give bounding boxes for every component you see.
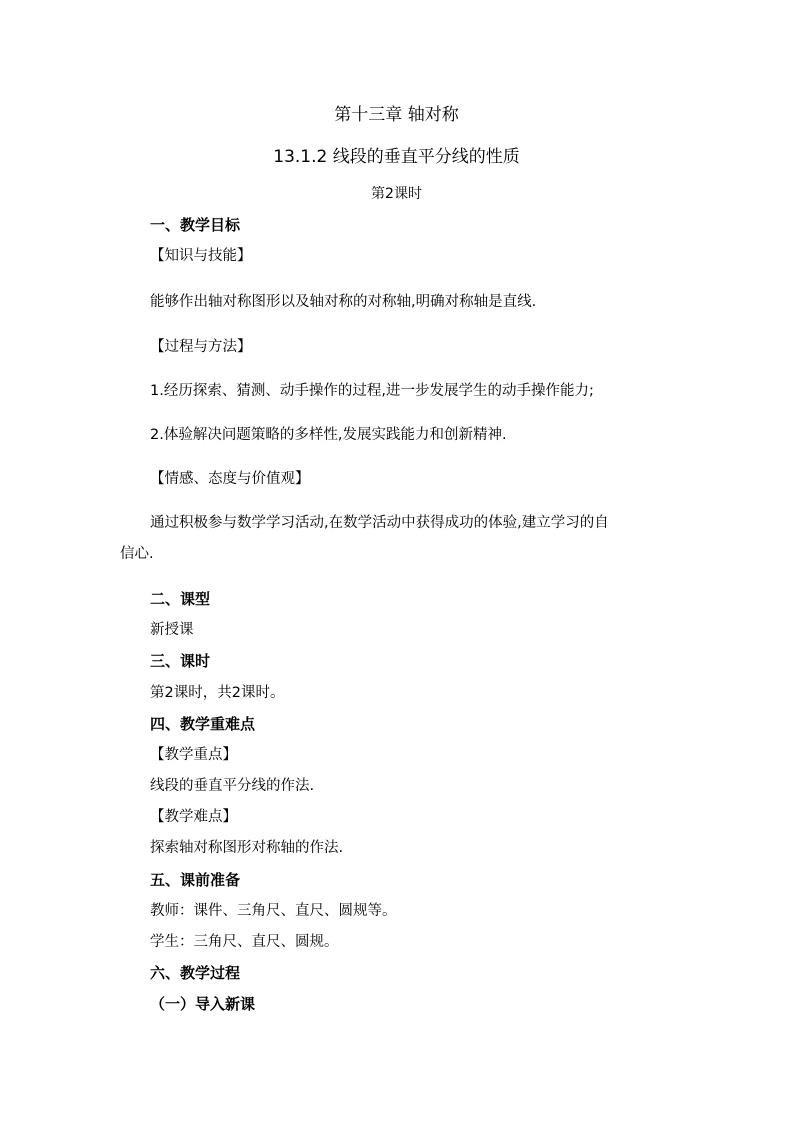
text-difficult-point: 探索轴对称图形对称轴的作法.: [150, 840, 344, 856]
heading-class-hours: 三、课时: [150, 652, 211, 670]
label-knowledge-skills: 【知识与技能】: [150, 248, 252, 264]
chapter-title: 第十三章 轴对称: [334, 105, 459, 125]
section-title: 13.1.2 线段的垂直平分线的性质: [273, 147, 520, 167]
label-difficult-point: 【教学难点】: [150, 809, 237, 825]
subheading-introduction: （一）导入新课: [150, 995, 256, 1013]
text-key-point: 线段的垂直平分线的作法.: [150, 778, 315, 794]
text-process-2: 2.体验解决问题策略的多样性,发展实践能力和创新精神.: [150, 427, 507, 443]
label-key-point: 【教学重点】: [150, 747, 237, 763]
text-lesson-type: 新授课: [150, 622, 194, 638]
heading-lesson-type: 二、课型: [150, 590, 211, 608]
text-emotion-line2: 信心.: [120, 546, 154, 562]
text-class-hours: 第2课时，共2课时。: [150, 685, 285, 701]
heading-preparation: 五、课前准备: [150, 871, 241, 889]
heading-teaching-objectives: 一、教学目标: [150, 216, 241, 234]
text-emotion-line1: 通过积极参与数学学习活动,在数学活动中获得成功的体验,建立学习的自: [150, 515, 609, 531]
text-teacher-materials: 教师：课件、三角尺、直尺、圆规等。: [150, 903, 397, 919]
label-process-methods: 【过程与方法】: [150, 339, 252, 355]
label-emotion-values: 【情感、态度与价值观】: [150, 471, 310, 487]
text-process-1: 1.经历探索、猜测、动手操作的过程,进一步发展学生的动手操作能力;: [150, 383, 594, 399]
period-title: 第2课时: [371, 186, 422, 202]
heading-key-difficult: 四、教学重难点: [150, 715, 256, 733]
heading-teaching-process: 六、教学过程: [150, 964, 241, 982]
text-knowledge-skills: 能够作出轴对称图形以及轴对称的对称轴,明确对称轴是直线.: [150, 294, 537, 310]
text-student-materials: 学生：三角尺、直尺、圆规。: [150, 934, 339, 950]
